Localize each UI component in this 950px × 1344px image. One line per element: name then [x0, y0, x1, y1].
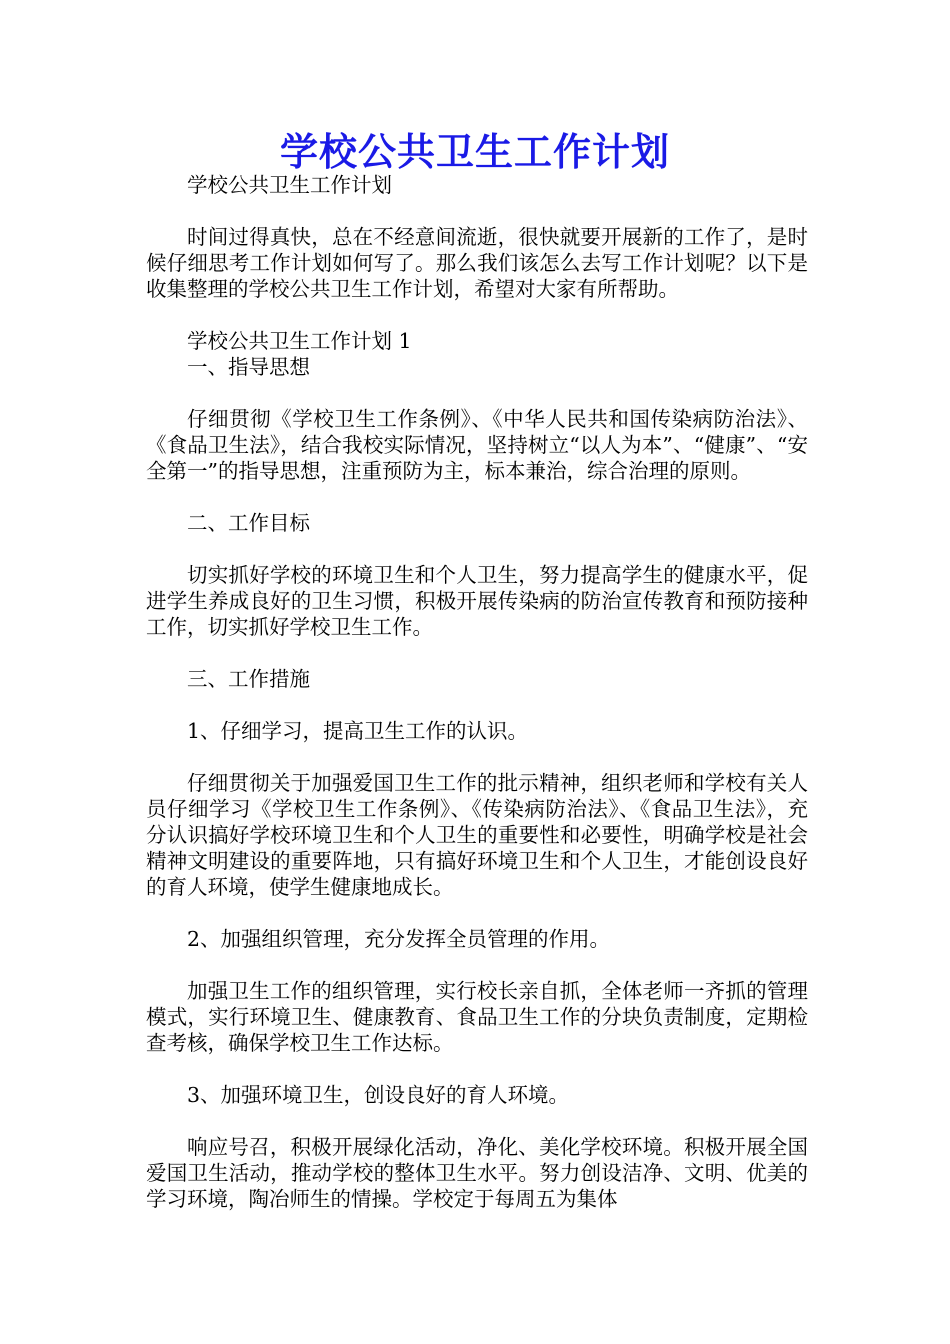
document-body [146, 172, 808, 1212]
paragraph-intro: 时间过得真快，总在不经意间流逝，很快就要开展新的工作了，是时候仔细思考工作计划如何写了。那么我们该怎么去写工作计划呢？以下是收集整理的学校公共卫生工作计划，希望对大家有所帮助。 [146, 225, 808, 301]
document-subtitle: 学校公共卫生工作计划 [187, 173, 392, 197]
section-heading-guiding-ideology: 一、指导思想 [187, 355, 310, 379]
measure-heading-3: 3、加强环境卫生，创设良好的育人环境。 [187, 1083, 570, 1107]
section-heading-work-goals: 二、工作目标 [187, 511, 310, 535]
measure-heading-1: 1、仔细学习，提高卫生工作的认识。 [187, 719, 529, 743]
measure-heading-2: 2、加强组织管理，充分发挥全员管理的作用。 [187, 927, 611, 951]
paragraph-work-goals: 切实抓好学校的环境卫生和个人卫生，努力提高学生的健康水平，促进学生养成良好的卫生习惯，积极开展传染病的防治宣传教育和预防接种工作，切实抓好学校卫生工作。 [146, 563, 808, 639]
paragraph-measure-2: 加强卫生工作的组织管理，实行校长亲自抓，全体老师一齐抓的管理模式，实行环境卫生、健康教育、食品卫生工作的分块负责制度，定期检查考核，确保学校卫生工作达标。 [146, 979, 808, 1055]
paragraph-measure-1: 仔细贯彻关于加强爱国卫生工作的批示精神，组织老师和学校有关人员仔细学习《学校卫生工作条例》、《传染病防治法》、《食品卫生法》，充分认识搞好学校环境卫生和个人卫生的重要性和必要性，明确学校是社会精神文明建设的重要阵地，只有搞好环境卫生和个人卫生，才能创设良好的育人环境，使学生健康地成长。 [146, 771, 808, 899]
section-heading-work-measures: 三、工作措施 [187, 667, 310, 691]
plan-heading-1: 学校公共卫生工作计划 1 [187, 329, 412, 353]
paragraph-measure-3: 响应号召，积极开展绿化活动，净化、美化学校环境。积极开展全国爱国卫生活动，推动学校的整体卫生水平。努力创设洁净、文明、优美的学习环境，陶冶师生的情操。学校定于每周五为集体 [146, 1135, 808, 1211]
paragraph-guiding-ideology: 仔细贯彻《学校卫生工作条例》、《中华人民共和国传染病防治法》、《食品卫生法》，结合我校实际情况，坚持树立“以人为本”、“健康”、“安全第一”的指导思想，注重预防为主，标本兼治，综合治理的原则。 [146, 407, 808, 483]
document-title: 学校公共卫生工作计划 [279, 129, 670, 174]
